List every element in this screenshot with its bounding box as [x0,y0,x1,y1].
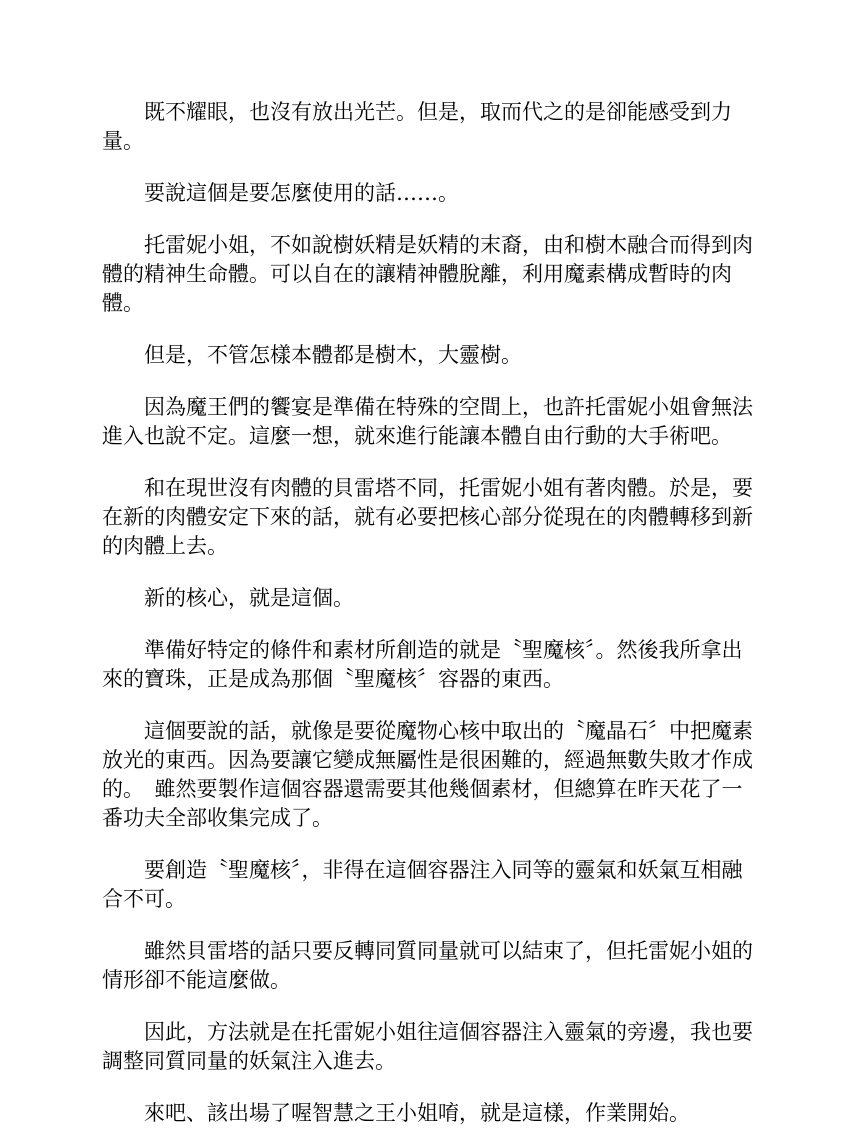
paragraph-13: 來吧、該出場了喔智慧之王小姐唷，就是這樣，作業開始。 [144,1101,690,1125]
paragraph-12: 因此，方法就是在托雷妮小姐往這個容器注入靈氣的旁邊，我也要調整同質同量的妖氣注入進去。 [102,1020,753,1073]
paragraph-5: 因為魔王們的饗宴是準備在特殊的空間上，也許托雷妮小姐會無法進入也說不定。這麼一想，就來進行能讓本體自由行動的大手術吧。 [102,395,753,448]
paragraph-10: 要創造〝聖魔核〞，非得在這個容器注入同等的靈氣和妖氣互相融合不可。 [102,858,743,911]
paragraph-1: 既不耀眼，也沒有放出光芒。但是，取而代之的是卻能感受到力量。 [102,100,732,153]
paragraph-6: 和在現世沒有肉體的貝雷塔不同，托雷妮小姐有著肉體。於是，要在新的肉體安定下來的話，就有必要把核心部分從現在的肉體轉移到新的肉體上去。 [102,476,753,558]
paragraph-4: 但是，不管怎樣本體都是樹木，大靈樹。 [144,343,522,367]
paragraph-7: 新的核心，就是這個。 [144,586,354,610]
paragraph-8: 準備好特定的條件和素材所創造的就是〝聖魔核〞。然後我所拿出來的寶珠，正是成為那個〝聖魔核〞容器的東西。 [102,638,743,691]
paragraph-2: 要說這個是要怎麼使用的話……。 [144,181,459,205]
paragraph-9: 這個要說的話，就像是要從魔物心核中取出的〝魔晶石〞中把魔素放光的東西。因為要讓它變成無屬性是很困難的，經過無數失敗才作成的。 雖然要製作這個容器還需要其他幾個素材，但總算在昨天花了一番功夫全部收集完成了。 [102,719,753,830]
paragraph-11: 雖然貝雷塔的話只要反轉同質同量就可以結束了，但托雷妮小姐的情形卻不能這麼做。 [102,939,753,992]
paragraph-3: 托雷妮小姐，不如說樹妖精是妖精的末裔，由和樹木融合而得到肉體的精神生命體。可以自在的讓精神體脫離，利用魔素構成暫時的肉體。 [102,233,753,315]
